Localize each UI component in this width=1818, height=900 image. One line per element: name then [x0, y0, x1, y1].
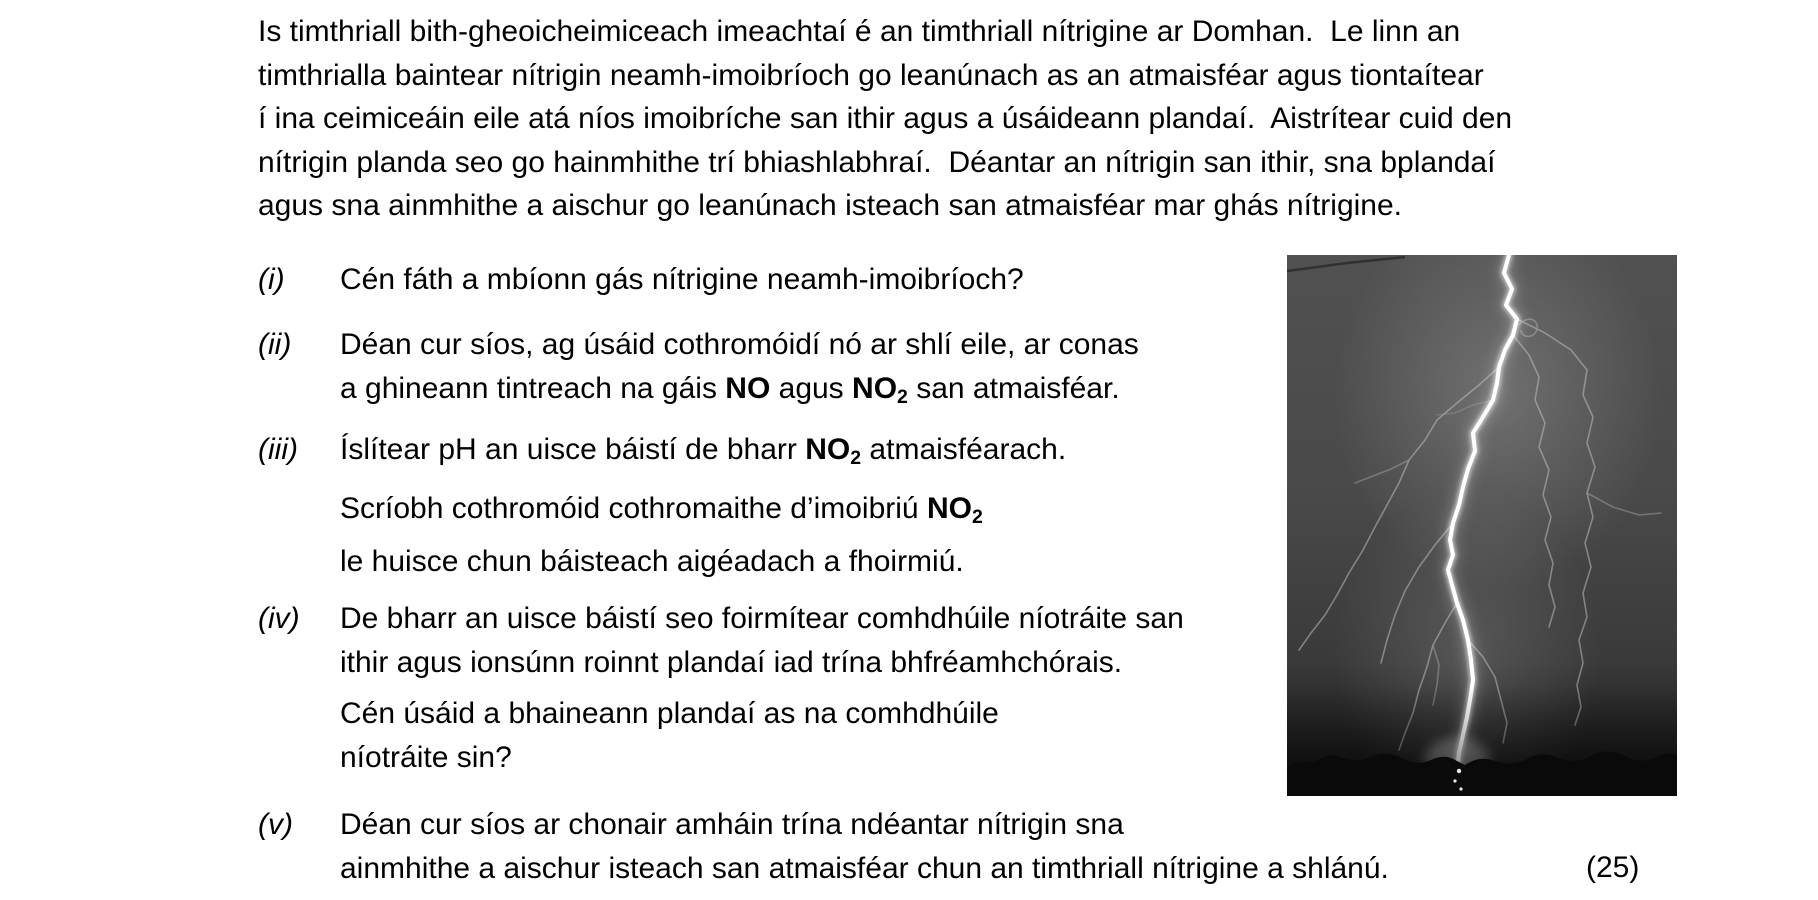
question-iv-line-3: Cén úsáid a bhaineann plandaí as na comhdhúile — [340, 697, 999, 730]
question-iii-line-1 — [340, 428, 1066, 481]
question-iv-text-para-1 — [340, 597, 1184, 684]
question-iii-text-para-2 — [340, 487, 983, 583]
chem-formula-no: NO — [725, 371, 771, 405]
question-i-label: (i) — [258, 263, 285, 296]
text-segment: Scríobh cothromóid cothromaithe d’imoibriú — [340, 492, 927, 525]
question-ii-text — [340, 323, 1139, 419]
question-iii-line-3: le huisce chun báisteach aigéadach a fhoirmiú. — [340, 544, 964, 578]
intro-line-1: Is timthriall bith-gheoicheimiceach imeachtaí é an timthriall nítrigine ar Domhan. Le linn an — [258, 15, 1461, 48]
chem-formula-no2-subscript: 2 — [897, 385, 908, 408]
question-iii-label: (iii) — [258, 433, 298, 466]
question-ii-line-1: Déan cur síos, ag úsáid cothromóidí nó ar shlí eile, ar conas — [340, 328, 1139, 361]
question-iv-line-1: De bharr an uisce báistí seo foirmítear comhdhúile níotráite san — [340, 602, 1184, 635]
marks-value: (25) — [1586, 851, 1640, 884]
question-iv-line-2: ithir agus ionsúnn roinnt plandaí iad trína bhfréamhchórais. — [340, 645, 1123, 679]
question-v-line-1: Déan cur síos ar chonair amháin trína ndéantar nítrigin sna — [340, 808, 1124, 841]
text-segment: Íslítear pH an uisce báistí de bharr — [340, 433, 806, 466]
question-iii-line-2 — [340, 487, 983, 540]
text-segment: san atmaisféar. — [907, 371, 1120, 405]
question-i-text — [340, 258, 1024, 302]
intro-paragraph — [258, 10, 1512, 228]
chem-formula-no2-base: NO — [852, 371, 898, 405]
question-ii-line-2 — [340, 367, 1139, 420]
question-iv-text-para-2 — [340, 692, 999, 779]
intro-line-2: timthrialla baintear nítrigin neamh-imoibríoch go leanúnach as an atmaisféar agus tiontaítear — [258, 58, 1484, 92]
intro-line-3: í ina ceimiceáin eile atá níos imoibríche san ithir agus a úsáideann plandaí. Aistrítear cuid den — [258, 102, 1513, 135]
text-segment: a ghineann tintreach na gáis — [340, 371, 726, 405]
question-iv-label: (iv) — [258, 602, 300, 635]
text-segment: atmaisféarach. — [861, 433, 1067, 466]
intro-line-4: nítrigin planda seo go hainmhithe trí bhiashlabhraí. Déantar an nítrigin san ithir, sna bplandaí — [258, 145, 1496, 179]
intro-line-5: agus sna ainmhithe a aischur go leanúnach isteach san atmaisféar mar ghás nítrigine. — [258, 189, 1402, 222]
chem-formula-no2-base: NO — [926, 492, 972, 525]
question-i-line-1: Cén fáth a mbíonn gás nítrigine neamh-imoibríoch? — [340, 263, 1024, 296]
chem-formula-no2-subscript: 2 — [971, 506, 983, 528]
chem-formula-no2-base: NO — [805, 433, 851, 466]
question-ii-label: (ii) — [258, 328, 292, 361]
question-iii-text-para-1 — [340, 428, 1066, 481]
question-iv-line-4: níotráite sin? — [340, 740, 512, 774]
question-v-line-2: ainmhithe a aischur isteach san atmaisféar chun an timthriall nítrigine a shlánú. — [340, 851, 1389, 885]
lightning-photo — [1287, 255, 1677, 796]
question-v-text — [340, 803, 1389, 890]
text-segment: agus — [770, 371, 853, 405]
chem-formula-no2-subscript: 2 — [850, 447, 862, 469]
question-v-label: (v) — [258, 808, 293, 841]
